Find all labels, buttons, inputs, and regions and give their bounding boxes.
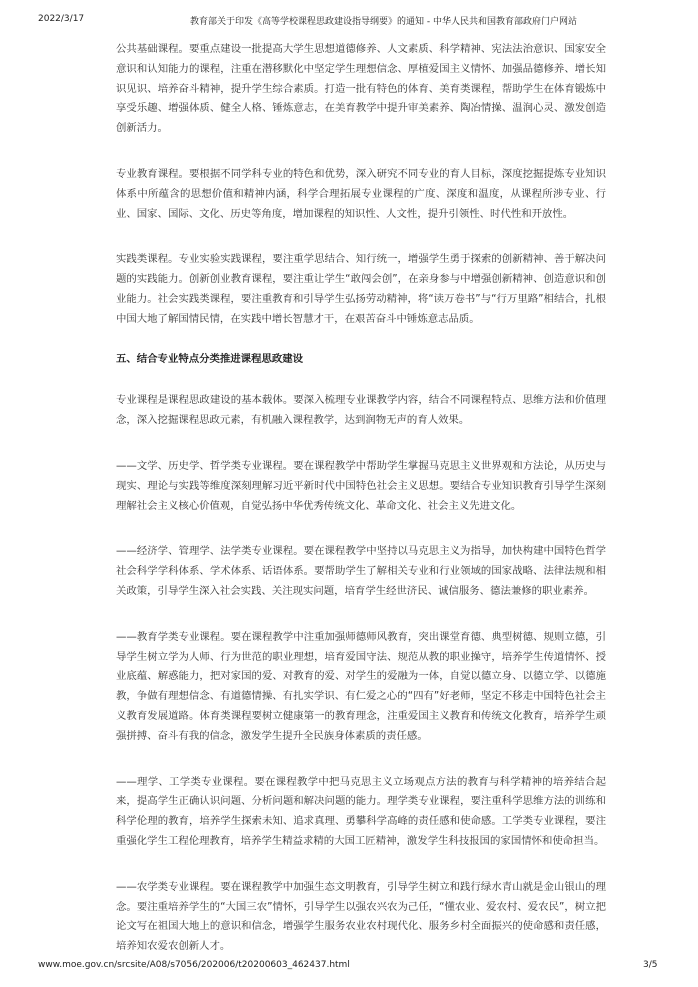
page-url: www.moe.gov.cn/srcsite/A08/s7056/202006/t20200603_462437.html (38, 960, 350, 970)
section-heading: 五、结合专业特点分类推进课程思政建设 (116, 352, 304, 365)
print-date: 2022/3/17 (38, 14, 85, 24)
paragraph-public-courses: 公共基础课程。要重点建设一批提高大学生思想道德修养、人文素质、科学精神、宪法法治意识、国家安全意识和认知能力的课程，注重在潜移默化中坚定学生理想信念、厚植爱国主义情怀、加强品德修养、增长知识见识、培养奋斗精神，提升学生综合素质。打造一批有特色的体育、美育类课程，帮助学生在体育锻炼中享受乐趣、增强体质、健全人格、锤炼意志，在美育教学中提升审美素养、陶冶情操、温润心灵、激发创造创新活力。 (116, 43, 606, 135)
page-title: 教育部关于印发《高等学校课程思政建设指导纲要》的通知 - 中华人民共和国教育部政府门户网站 (190, 17, 577, 27)
paragraph-science-engineering: ——理学、工学类专业课程。要在课程教学中把马克思主义立场观点方法的教育与科学精神的培养结合起来，提高学生正确认识问题、分析问题和解决问题的能力。理学类专业课程，要注重科学思维方法的训练和科学伦理的教育，培养学生探索未知、追求真理、勇攀科学高峰的责任感和使命感。工学类专业课程，要注重强化学生工程伦理教育，培养学生精益求精的大国工匠精神，激发学生科技报国的家国情怀和使命担当。 (116, 775, 606, 847)
page-number: 3/5 (643, 960, 658, 970)
document-body (116, 40, 606, 957)
paragraph-economics-law: ——经济学、管理学、法学类专业课程。要在课程教学中坚持以马克思主义为指导，加快构建中国特色哲学社会科学学科体系、学术体系、话语体系。要帮助学生了解相关专业和行业领域的国家战略、法律法规和相关政策，引导学生深入社会实践、关注现实问题，培育学生经世济民、诚信服务、德法兼修的职业素养。 (116, 545, 606, 597)
paragraph-humanities: ——文学、历史学、哲学类专业课程。要在课程教学中帮助学生掌握马克思主义世界观和方法论，从历史与现实、理论与实践等维度深刻理解习近平新时代中国特色社会主义思想。要结合专业知识教育引导学生深刻理解社会主义核心价值观，自觉弘扬中华优秀传统文化、革命文化、社会主义先进文化。 (116, 459, 606, 512)
paragraph-agriculture: ——农学类专业课程。要在课程教学中加强生态文明教育，引导学生树立和践行绿水青山就是金山银山的理念。要注重培养学生的“大国三农”情怀，引导学生以强农兴农为己任，“懂农业、爱农村、爱农民”，树立把论文写在祖国大地上的意识和信念，增强学生服务农业农村现代化、服务乡村全面振兴的使命感和责任感，培养知农爱农创新人才。 (116, 880, 606, 953)
paragraph-professional-courses: 专业教育课程。要根据不同学科专业的特色和优势，深入研究不同专业的育人目标，深度挖掘提炼专业知识体系中所蕴含的思想价值和精神内涵，科学合理拓展专业课程的广度、深度和温度，从课程所涉专业、行业、国家、国际、文化、历史等角度，增加课程的知识性、人文性，提升引领性、时代性和开放性。 (116, 167, 606, 220)
paragraph-intro: 专业课程是课程思政建设的基本载体。要深入梳理专业课教学内容，结合不同课程特点、思维方法和价值理念，深入挖掘课程思政元素，有机融入课程教学，达到润物无声的育人效果。 (116, 394, 606, 427)
paragraph-education: ——教育学类专业课程。要在课程教学中注重加强师德师风教育，突出课堂育德、典型树德、规则立德，引导学生树立学为人师、行为世范的职业理想，培育爱国守法、规范从教的职业操守，培养学生传道情怀、授业底蕴、解惑能力，把对家国的爱、对教育的爱、对学生的爱融为一体，自觉以德立身、以德立学、以德施教，争做有理想信念、有道德情操、有扎实学识、有仁爱之心的“四有”好老师，坚定不移走中国特色社会主义教育发展道路。体育类课程要树立健康第一的教育理念，注重爱国主义教育和传统文化教育，培养学生顽强拼搏、奋斗有我的信念，激发学生提升全民族身体素质的责任感。 (116, 630, 606, 742)
paragraph-practice-courses: 实践类课程。专业实验实践课程，要注重学思结合、知行统一，增强学生勇于探索的创新精神、善于解决问题的实践能力。创新创业教育课程，要注重让学生“敢闯会创”，在亲身参与中增强创新精神、创造意识和创业能力。社会实践类课程，要注重教育和引导学生弘扬劳动精神，将“读万卷书”与“行万里路”相结合，扎根中国大地了解国情民情，在实践中增长智慧才干，在艰苦奋斗中锤炼意志品质。 (116, 253, 606, 325)
